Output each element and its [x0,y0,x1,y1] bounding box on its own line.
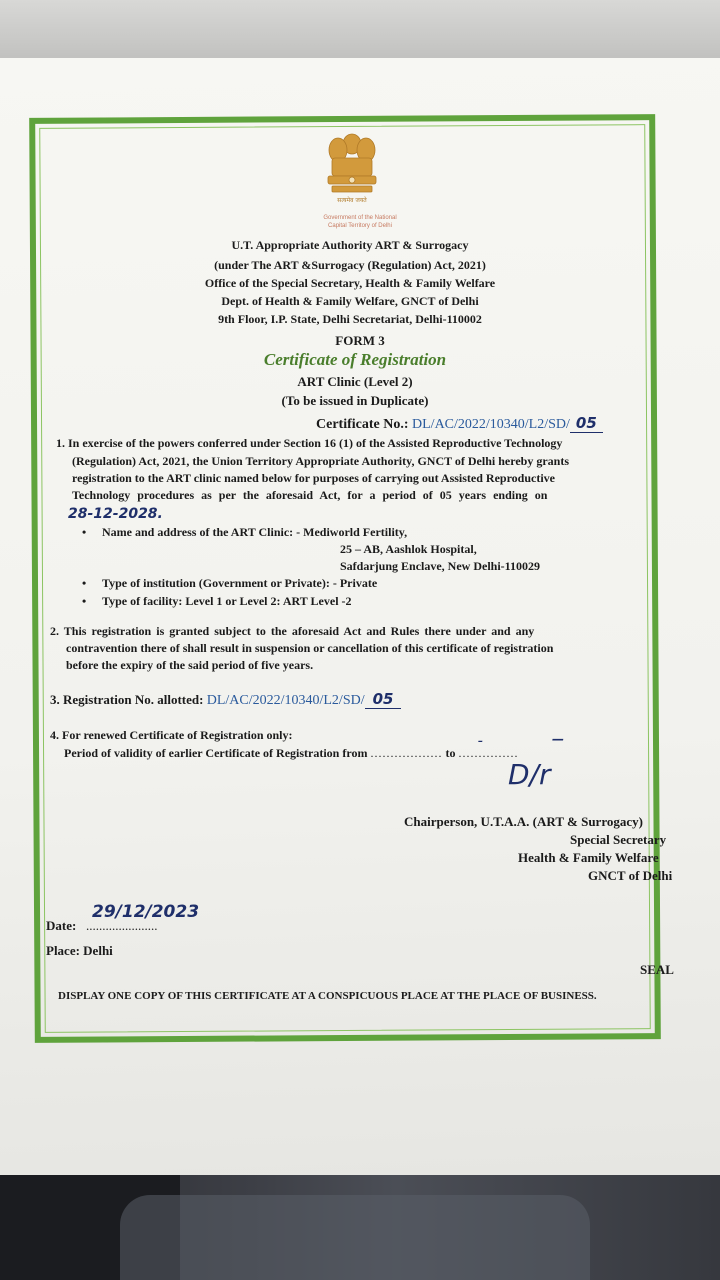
clinic-address-2: Safdarjung Enclave, New Delhi-110029 [340,559,541,573]
header-line-1: U.T. Appropriate Authority ART & Surrogacy [231,238,469,252]
emblem-caption-line2: Capital Territory of Delhi [328,223,392,229]
facility-bullet: • [82,594,87,608]
clause2-line-3: before the expiry of the said period of five years. [66,658,314,672]
validity-from-dash: – [478,736,483,747]
date-handwritten: 29/12/2023 [92,902,200,922]
registration-number [50,690,401,709]
display-notice: DISPLAY ONE COPY OF THIS CERTIFICATE AT A CONSPICUOUS PLACE AT THE PLACE OF BUSINESS. [58,990,597,1002]
header-line-3: Office of the Special Secretary, Health & Family Welfare [204,276,496,290]
date-dots: ...................... [86,918,158,933]
clause2-line-1: 2. This registration is granted subject to the aforesaid Act and Rules there under and any [50,624,535,638]
certificate-number-value: DL/AC/2022/10340/L2/SD/ [412,417,570,432]
clinic-name-bullet: • [82,525,87,539]
validity-period [64,746,518,761]
clinic-address-1: 25 – AB, Aashlok Hospital, [340,542,477,556]
clinic-name: Name and address of the ART Clinic: - Mediworld Fertility, [102,525,408,539]
validity-to-label: to [445,746,456,760]
header-line-5: 9th Floor, I.P. State, Delhi Secretariat, Delhi-110002 [218,312,482,326]
clause4-label: 4. For renewed Certificate of Registration only: [50,728,293,742]
emblem-caption-line1: Government of the National [323,215,397,221]
seal-label: SEAL [640,962,674,977]
header-line-2: (under The ART &Surrogacy (Regulation) Act, 2021) [214,258,486,272]
form-number: FORM 3 [335,333,385,348]
clause1-line-2: (Regulation) Act, 2021, the Union Territory Appropriate Authority, GNCT of Delhi hereby grants [72,454,570,468]
clause2-line-2: contravention there of shall result in suspension or cancellation of this certificate of registration [66,641,554,655]
signatory-line-2: Special Secretary [570,832,667,847]
signatory-line-1: Chairperson, U.T.A.A. (ART & Surrogacy) [404,814,643,829]
clause1-line-3: registration to the ART clinic named below for purposes of carrying out Assisted Reproductive [72,471,556,485]
header-line-4: Dept. of Health & Family Welfare, GNCT of Delhi [221,294,479,308]
registration-number-value: DL/AC/2022/10340/L2/SD/ [206,693,365,708]
registration-number-handwritten: 05 [365,690,402,709]
certificate-number-handwritten: 05 [570,414,603,433]
issue-note: (To be issued in Duplicate) [281,393,429,408]
clause1-line-1: 1. In exercise of the powers conferred under Section 16 (1) of the Assisted Reproductive Technology [56,436,563,450]
registration-number-label: 3. Registration No. allotted: [50,692,204,707]
clause1-line-4: Technology procedures as per the aforesaid Act, for a period of 05 years ending on [72,488,548,502]
date-label: Date: [46,918,77,933]
place: Place: Delhi [46,943,113,958]
certificate-title: Certificate of Registration [263,350,447,369]
validity-to-field: ............... [458,746,519,760]
emblem-motto: सत्यमेव जयते [337,197,367,204]
fabric-highlight [120,1195,590,1280]
state-emblem-icon [318,128,386,208]
certificate-number-label: Certificate No.: [316,417,409,432]
institution-bullet: • [82,576,87,590]
validity-from-field: .................. [370,746,443,760]
signature-mark: D/r [508,758,551,791]
validity-to-dash: — [552,732,564,746]
signatory-line-3: Health & Family Welfare [518,850,659,865]
clinic-level: ART Clinic (Level 2) [297,374,413,389]
institution-type: Type of institution (Government or Private): - Private [102,576,378,590]
facility-type: Type of facility: Level 1 or Level 2: ART Level -2 [102,594,352,608]
validity-period-label: Period of validity of earlier Certificate of Registration from [64,746,368,760]
emblem-caption [290,214,430,230]
fabric-background [0,1175,720,1280]
clause1-end-date: 28-12-2028. [68,506,163,522]
certificate-number [316,414,603,433]
signatory-line-4: GNCT of Delhi [588,868,673,883]
